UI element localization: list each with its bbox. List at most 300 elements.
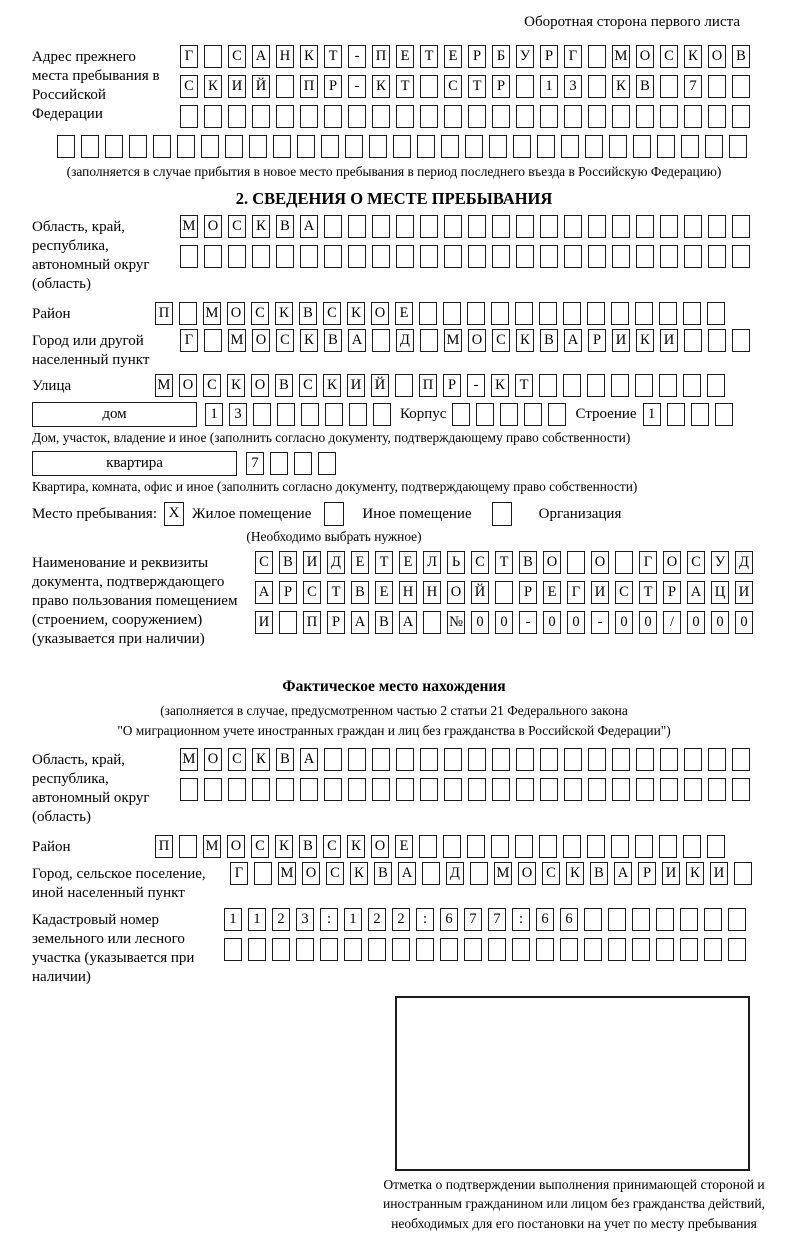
char-cell — [201, 135, 219, 158]
char-cell — [369, 135, 387, 158]
char-cell: Т — [515, 374, 533, 397]
char-cell — [539, 374, 557, 397]
char-cell: Д — [396, 329, 414, 352]
char-cell — [276, 75, 294, 98]
char-cell: К — [516, 329, 534, 352]
char-cell — [396, 778, 414, 801]
char-cell: Й — [471, 581, 489, 604]
char-cell — [681, 135, 699, 158]
region-block — [32, 215, 756, 294]
char-cell — [636, 215, 654, 238]
char-cell: А — [687, 581, 705, 604]
cadastral-row-1 — [224, 908, 746, 931]
page-corner-title: Оборотная сторона первого листа — [524, 14, 740, 30]
char-cell — [422, 862, 440, 885]
char-cell — [372, 215, 390, 238]
char-cell: Й — [371, 374, 389, 397]
char-cell — [612, 245, 630, 268]
char-cell: О — [371, 302, 389, 325]
char-cell — [420, 329, 438, 352]
char-cell: Р — [540, 45, 558, 68]
apartment-number-row — [246, 452, 336, 475]
char-cell: 6 — [560, 908, 578, 931]
char-cell — [513, 135, 531, 158]
char-cell — [444, 215, 462, 238]
char-cell: В — [636, 75, 654, 98]
char-cell — [204, 778, 222, 801]
char-cell: К — [227, 374, 245, 397]
char-cell: И — [347, 374, 365, 397]
char-cell: Н — [399, 581, 417, 604]
char-cell: Т — [639, 581, 657, 604]
char-cell: 1 — [248, 908, 266, 931]
char-cell — [657, 135, 675, 158]
prev-address-label: Адрес прежнего места пребывания в Российской Федерации — [32, 49, 160, 123]
korpus-row — [452, 403, 566, 426]
char-cell — [204, 45, 222, 68]
char-cell: К — [300, 45, 318, 68]
char-cell — [636, 105, 654, 128]
char-cell: 1 — [344, 908, 362, 931]
char-cell — [728, 938, 746, 961]
region3-label: Область, край, республика, автономный округ (область) — [32, 752, 150, 826]
char-cell — [443, 302, 461, 325]
char-cell: А — [614, 862, 632, 885]
char-cell — [611, 374, 629, 397]
district3-block — [32, 835, 756, 858]
char-cell: С — [255, 551, 273, 574]
char-cell: М — [228, 329, 246, 352]
char-cell — [564, 105, 582, 128]
char-cell: О — [543, 551, 561, 574]
char-cell — [416, 938, 434, 961]
char-cell — [608, 938, 626, 961]
char-cell: Е — [395, 835, 413, 858]
char-cell: 3 — [296, 908, 314, 931]
char-cell: О — [518, 862, 536, 885]
char-cell: - — [348, 45, 366, 68]
char-cell: 2 — [368, 908, 386, 931]
char-cell: А — [300, 748, 318, 771]
char-cell — [537, 135, 555, 158]
char-cell — [563, 374, 581, 397]
region3-row-1 — [180, 748, 750, 771]
char-cell: Г — [639, 551, 657, 574]
char-cell — [492, 778, 510, 801]
char-cell: К — [275, 835, 293, 858]
char-cell — [253, 403, 271, 426]
street-label: Улица — [32, 378, 72, 395]
char-cell: С — [542, 862, 560, 885]
char-cell: О — [708, 45, 726, 68]
char-cell — [345, 135, 363, 158]
char-cell: 0 — [495, 611, 513, 634]
char-cell: С — [323, 835, 341, 858]
char-cell — [396, 748, 414, 771]
char-cell: В — [351, 581, 369, 604]
char-cell: С — [660, 45, 678, 68]
char-cell: О — [302, 862, 320, 885]
document-block — [32, 551, 756, 649]
char-cell — [561, 135, 579, 158]
char-cell — [368, 938, 386, 961]
char-cell: 1 — [224, 908, 242, 931]
char-cell — [588, 215, 606, 238]
char-cell: А — [252, 45, 270, 68]
char-cell: Р — [327, 611, 345, 634]
char-cell — [732, 778, 750, 801]
char-cell — [548, 403, 566, 426]
district-label: Район — [32, 306, 71, 323]
char-cell — [324, 105, 342, 128]
char-cell — [492, 245, 510, 268]
char-cell: С — [471, 551, 489, 574]
char-cell — [732, 245, 750, 268]
char-cell — [732, 329, 750, 352]
char-cell: С — [492, 329, 510, 352]
settlement-label: Город, сельское поселение, иной населенный пункт — [32, 866, 206, 902]
char-cell — [301, 403, 319, 426]
char-cell — [564, 748, 582, 771]
char-cell: С — [326, 862, 344, 885]
char-cell — [465, 135, 483, 158]
char-cell — [609, 135, 627, 158]
char-cell: Т — [375, 551, 393, 574]
region3-row-2 — [180, 778, 750, 801]
char-cell: 7 — [464, 908, 482, 931]
stamp-box — [395, 996, 750, 1171]
char-cell: Г — [567, 581, 585, 604]
char-cell — [180, 245, 198, 268]
char-cell — [468, 245, 486, 268]
char-cell: С — [180, 75, 198, 98]
prev-address-row-3 — [180, 105, 750, 128]
char-cell — [684, 105, 702, 128]
char-cell: П — [155, 302, 173, 325]
char-cell: С — [228, 215, 246, 238]
char-cell — [204, 105, 222, 128]
apartment-line — [32, 451, 756, 476]
char-cell — [488, 938, 506, 961]
char-cell: 1 — [205, 403, 223, 426]
char-cell: Ц — [711, 581, 729, 604]
checkbox-zhiloe: X — [164, 502, 184, 526]
char-cell — [372, 245, 390, 268]
char-cell: П — [300, 75, 318, 98]
char-cell: 0 — [567, 611, 585, 634]
char-cell: К — [636, 329, 654, 352]
section3-note-line2: "О миграционном учете иностранных граждан и лиц без гражданства в Российской Федерации") — [117, 723, 671, 739]
char-cell — [467, 835, 485, 858]
cadastral-block — [32, 908, 756, 987]
char-cell — [372, 778, 390, 801]
char-cell: П — [372, 45, 390, 68]
char-cell: В — [276, 748, 294, 771]
char-cell — [393, 135, 411, 158]
char-cell — [228, 778, 246, 801]
char-cell — [396, 105, 414, 128]
char-cell — [656, 938, 674, 961]
char-cell — [372, 105, 390, 128]
char-cell: 0 — [543, 611, 561, 634]
char-cell — [324, 778, 342, 801]
char-cell: В — [375, 611, 393, 634]
char-cell — [708, 748, 726, 771]
char-cell — [588, 245, 606, 268]
char-cell — [560, 938, 578, 961]
char-cell — [684, 245, 702, 268]
char-cell: Г — [180, 329, 198, 352]
char-cell — [691, 403, 709, 426]
char-cell: Г — [564, 45, 582, 68]
char-cell — [615, 551, 633, 574]
char-cell — [684, 748, 702, 771]
char-cell — [252, 778, 270, 801]
char-cell — [588, 45, 606, 68]
char-cell: М — [203, 835, 221, 858]
char-cell — [276, 245, 294, 268]
house-line — [32, 402, 756, 427]
char-cell — [683, 302, 701, 325]
prev-address-row-4 — [57, 135, 756, 158]
char-cell — [707, 835, 725, 858]
char-cell: М — [444, 329, 462, 352]
char-cell — [732, 748, 750, 771]
char-cell: К — [491, 374, 509, 397]
char-cell — [708, 105, 726, 128]
char-cell: Е — [351, 551, 369, 574]
char-cell: К — [350, 862, 368, 885]
char-cell — [324, 215, 342, 238]
char-cell — [708, 329, 726, 352]
char-cell: - — [348, 75, 366, 98]
char-cell — [636, 778, 654, 801]
district3-label: Район — [32, 839, 71, 856]
char-cell: Р — [519, 581, 537, 604]
char-cell — [180, 778, 198, 801]
char-cell — [444, 105, 462, 128]
char-cell: С — [299, 374, 317, 397]
char-cell — [225, 135, 243, 158]
char-cell — [612, 748, 630, 771]
char-cell: И — [662, 862, 680, 885]
char-cell — [423, 611, 441, 634]
char-cell: 7 — [488, 908, 506, 931]
char-cell — [660, 245, 678, 268]
char-cell — [587, 374, 605, 397]
char-cell — [564, 215, 582, 238]
char-cell: С — [444, 75, 462, 98]
char-cell: - — [467, 374, 485, 397]
char-cell: 2 — [272, 908, 290, 931]
char-cell: И — [660, 329, 678, 352]
apartment-word-box: квартира — [32, 451, 237, 476]
char-cell: К — [275, 302, 293, 325]
char-cell — [708, 778, 726, 801]
char-cell — [320, 938, 338, 961]
checkbox-organizacia — [492, 502, 512, 526]
char-cell: Р — [324, 75, 342, 98]
char-cell: С — [323, 302, 341, 325]
region3-block — [32, 748, 756, 827]
char-cell — [656, 908, 674, 931]
char-cell — [441, 135, 459, 158]
char-cell — [680, 908, 698, 931]
char-cell — [396, 245, 414, 268]
char-cell: М — [203, 302, 221, 325]
char-cell — [612, 778, 630, 801]
char-cell: Р — [492, 75, 510, 98]
char-cell — [715, 403, 733, 426]
cadastral-row-2 — [224, 938, 746, 961]
section3-note — [32, 701, 756, 743]
korpus-label: Корпус — [400, 406, 447, 423]
char-cell: О — [252, 329, 270, 352]
char-cell: М — [612, 45, 630, 68]
char-cell: - — [591, 611, 609, 634]
char-cell — [468, 748, 486, 771]
char-cell — [279, 611, 297, 634]
char-cell: : — [320, 908, 338, 931]
char-cell — [468, 215, 486, 238]
district-block — [32, 302, 756, 325]
char-cell: С — [228, 748, 246, 771]
char-cell — [684, 778, 702, 801]
district3-row — [155, 835, 725, 858]
char-cell: Г — [180, 45, 198, 68]
char-cell: Р — [638, 862, 656, 885]
char-cell — [587, 302, 605, 325]
char-cell — [420, 75, 438, 98]
char-cell — [321, 135, 339, 158]
char-cell — [540, 215, 558, 238]
char-cell — [635, 835, 653, 858]
char-cell — [611, 302, 629, 325]
region-row-1 — [180, 215, 750, 238]
char-cell — [492, 105, 510, 128]
char-cell — [684, 215, 702, 238]
checkbox-inoe — [324, 502, 344, 526]
char-cell: К — [347, 835, 365, 858]
char-cell — [419, 835, 437, 858]
char-cell: В — [299, 302, 317, 325]
char-cell — [729, 135, 747, 158]
char-cell — [468, 105, 486, 128]
char-cell — [683, 374, 701, 397]
char-cell: 1 — [540, 75, 558, 98]
char-cell: В — [374, 862, 392, 885]
char-cell — [349, 403, 367, 426]
char-cell: Т — [495, 551, 513, 574]
stroenie-row — [643, 403, 733, 426]
char-cell — [584, 908, 602, 931]
char-cell: 0 — [639, 611, 657, 634]
char-cell — [129, 135, 147, 158]
char-cell: А — [399, 611, 417, 634]
char-cell: Е — [375, 581, 393, 604]
char-cell — [297, 135, 315, 158]
char-cell: 1 — [643, 403, 661, 426]
char-cell — [300, 778, 318, 801]
char-cell — [491, 302, 509, 325]
char-cell — [540, 245, 558, 268]
char-cell — [492, 748, 510, 771]
char-cell — [683, 835, 701, 858]
char-cell: И — [735, 581, 753, 604]
stay-type-line — [32, 502, 756, 526]
char-cell: О — [468, 329, 486, 352]
char-cell: А — [300, 215, 318, 238]
char-cell: С — [303, 581, 321, 604]
char-cell — [276, 778, 294, 801]
char-cell — [564, 245, 582, 268]
char-cell — [444, 245, 462, 268]
char-cell — [540, 748, 558, 771]
char-cell — [296, 938, 314, 961]
char-cell: М — [494, 862, 512, 885]
char-cell — [300, 105, 318, 128]
char-cell: Н — [423, 581, 441, 604]
char-cell — [392, 938, 410, 961]
char-cell: Л — [423, 551, 441, 574]
char-cell — [254, 862, 272, 885]
document-row-1 — [255, 551, 753, 574]
char-cell: : — [512, 908, 530, 931]
char-cell — [660, 75, 678, 98]
char-cell: О — [227, 302, 245, 325]
char-cell — [540, 778, 558, 801]
char-cell — [489, 135, 507, 158]
char-cell — [252, 245, 270, 268]
char-cell — [516, 748, 534, 771]
char-cell: В — [590, 862, 608, 885]
char-cell: О — [204, 748, 222, 771]
char-cell — [348, 778, 366, 801]
region3-rows — [180, 748, 750, 801]
char-cell — [348, 105, 366, 128]
char-cell: Е — [444, 45, 462, 68]
char-cell — [344, 938, 362, 961]
char-cell — [318, 452, 336, 475]
char-cell: Ь — [447, 551, 465, 574]
char-cell — [707, 374, 725, 397]
char-cell — [348, 215, 366, 238]
char-cell: Е — [399, 551, 417, 574]
char-cell — [536, 938, 554, 961]
char-cell: К — [686, 862, 704, 885]
char-cell — [732, 75, 750, 98]
char-cell — [270, 452, 288, 475]
char-cell: С — [203, 374, 221, 397]
char-cell — [567, 551, 585, 574]
char-cell — [632, 938, 650, 961]
char-cell: О — [663, 551, 681, 574]
stay-type-label: Место пребывания: — [32, 505, 157, 522]
char-cell — [516, 778, 534, 801]
street-block — [32, 374, 756, 397]
char-cell — [705, 135, 723, 158]
char-cell — [512, 938, 530, 961]
document-row-3 — [255, 611, 753, 634]
char-cell: / — [663, 611, 681, 634]
char-cell: 7 — [684, 75, 702, 98]
char-cell: Е — [543, 581, 561, 604]
char-cell: Р — [279, 581, 297, 604]
char-cell: О — [251, 374, 269, 397]
region-row-2 — [180, 245, 750, 268]
char-cell — [585, 135, 603, 158]
section3-heading: Фактическое место нахождения — [282, 677, 506, 695]
